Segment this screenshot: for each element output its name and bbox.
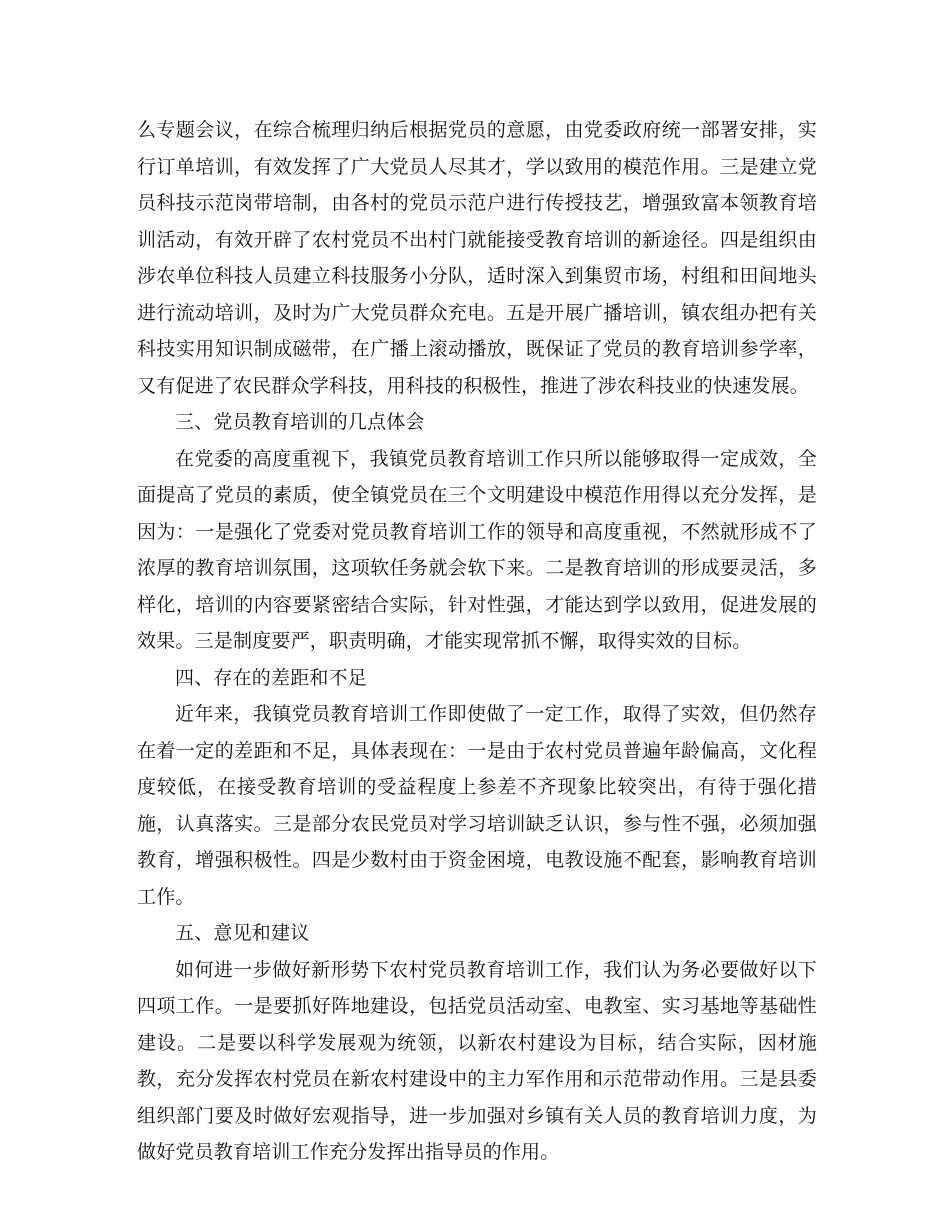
paragraph-section-3: 在党委的高度重视下，我镇党员教育培训工作只所以能够取得一定成效，全面提高了党员的素质，使全镇党员在三个文明建设中模范作用得以充分发挥，是因为：一是强化了党委对党员教育培训工作的领导和高度重视，不然就形成不了浓厚的教育培训氛围，这项软任务就会软下来。二是教育培训的形成要灵活，多样化，培训的内容要紧密结合实际，针对性强，才能达到学以致用，促进发展的效果。三是制度要严，职责明确，才能实现常抓不懈，取得实效的目标。 [137, 447, 817, 652]
section-heading-4: 四、存在的差距和不足 [175, 666, 368, 689]
section-heading-5: 五、意见和建议 [175, 922, 310, 944]
paragraph-section-5: 如何进一步做好新形势下农村党员教育培训工作，我们认为务必要做好以下四项工作。一是要抓好阵地建设，包括党员活动室、电教室、实习基地等基础性建设。二是要以科学发展观为统领，以新农村建设为目标，结合实际，因材施教，充分发挥农村党员在新农村建设中的主力军作用和示范带动作用。三是县委组织部门要及时做好宏观指导，进一步加强对乡镇有关人员的教育培训力度，为做好党员教育培训工作充分发挥出指导员的作用。 [137, 958, 817, 1163]
paragraph-section-4: 近年来，我镇党员教育培训工作即使做了一定工作，取得了实效，但仍然存在着一定的差距和不足，具体表现在：一是由于农村党员普遍年龄偏高，文化程度较低，在接受教育培训的受益程度上参差不齐现象比较突出，有待于强化措施，认真落实。三是部分农民党员对学习培训缺乏认识，参与性不强，必须加强教育，增强积极性。四是少数村由于资金困境，电教设施不配套，影响教育培训工作。 [137, 703, 817, 908]
paragraph-continuation: 么专题会议，在综合梳理归纳后根据党员的意愿，由党委政府统一部署安排，实行订单培训，有效发挥了广大党员人尽其才，学以致用的模范作用。三是建立党员科技示范岗带培制，由各村的党员示范户进行传授技艺，增强致富本领教育培训活动，有效开辟了农村党员不出村门就能接受教育培训的新途径。四是组织由涉农单位科技人员建立科技服务小分队，适时深入到集贸市场，村组和田间地头进行流动培训，及时为广大党员群众充电。五是开展广播培训，镇农组办把有关科技实用知识制成磁带，在广播上滚动播放，既保证了党员的教育培训参学率，又有促进了农民群众学科技，用科技的积极性，推进了涉农科技业的快速发展。 [137, 119, 817, 397]
document-body [137, 112, 817, 1171]
section-heading-3: 三、党员教育培训的几点体会 [175, 411, 425, 433]
